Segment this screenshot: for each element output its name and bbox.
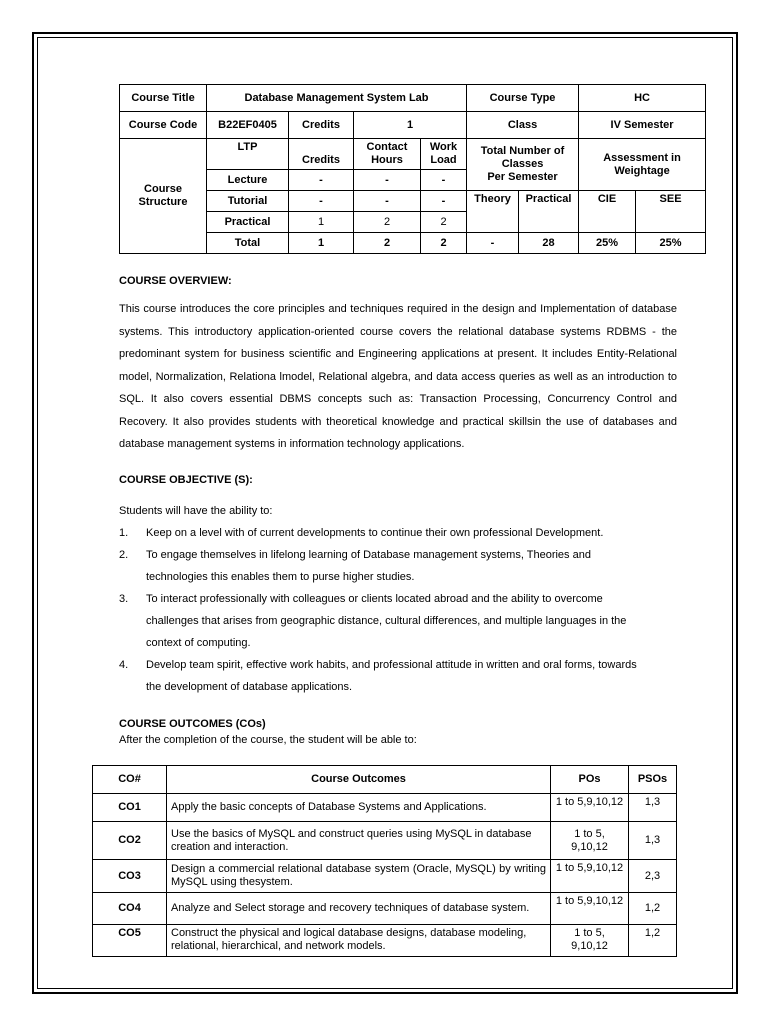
work-load-header [421,139,467,170]
practical-contact: 2 [354,212,421,233]
co-psos: 2,3 [629,860,677,893]
co-pos: 1 to 5, 9,10,12 [551,925,629,957]
course-structure-label [120,139,207,254]
class-label: Class [467,112,579,139]
row-label-total: Total [207,233,289,254]
assessment-header [579,139,706,191]
contact-hours-line2: Hours [371,154,403,166]
cie-value: 25% [579,233,636,254]
total-credits: 1 [289,233,354,254]
objective-number: 3. [119,593,129,605]
objectives-intro: Students will have the ability to: [119,505,273,517]
co-psos: 1,3 [629,822,677,860]
lecture-credits: - [289,170,354,191]
co-outcome: Construct the physical and logical database designs, database modeling, relational, hierarchical, and network models. [167,925,551,957]
total-classes-header [467,139,579,191]
credits-label: Credits [289,112,354,139]
total-classes-line2: Classes [501,158,544,170]
co-pos: 1 to 5,9,10,12 [551,893,629,925]
total-work: 2 [421,233,467,254]
contact-hours-line1: Contact [366,141,408,153]
table-row [93,794,677,822]
course-type-label: Course Type [467,85,579,112]
tutorial-work: - [421,191,467,212]
work-load-line2: Load [430,154,457,166]
co-psos: 1,2 [629,893,677,925]
objective-text: Keep on a level with of current developments to continue their own professional Development. [146,527,604,539]
objective-item [119,654,643,698]
practical-credits: 1 [289,212,354,233]
co-outcome: Apply the basic concepts of Database Systems and Applications. [167,794,551,822]
tutorial-contact: - [354,191,421,212]
total-classes-line3: Per Semester [487,171,558,183]
course-structure-label-line2: Structure [138,196,188,208]
objective-item [119,544,643,588]
work-load-line1: Work [429,141,458,153]
lecture-work: - [421,170,467,191]
objective-number: 1. [119,527,129,539]
cie-header: CIE [579,191,636,233]
overview-title: COURSE OVERVIEW: [119,275,232,287]
total-classes-line1: Total Number of [480,145,565,157]
practical-work: 2 [421,212,467,233]
course-outcomes-table [92,765,677,957]
objectives-title: COURSE OBJECTIVE (S): [119,474,253,486]
co-psos: 1,3 [629,794,677,822]
objective-number: 4. [119,659,129,671]
objective-text: To interact professionally with colleagues or clients located abroad and the ability to overcome challenges that arises from geographic distance, cultural differences, and multiple languages in the context of computing. [146,593,627,649]
co-outcome: Analyze and Select storage and recovery techniques of database system. [167,893,551,925]
course-title-value: Database Management System Lab [207,85,467,112]
co-id: CO1 [93,794,167,822]
co-pos: 1 to 5, 9,10,12 [551,822,629,860]
see-header: SEE [636,191,706,233]
course-code-value: B22EF0405 [207,112,289,139]
class-value: IV Semester [579,112,706,139]
course-title-label: Course Title [120,85,207,112]
co-header: CO# [93,766,167,794]
course-structure-label-line1: Course [144,183,182,195]
practical-header: Practical [519,191,579,233]
co-pos: 1 to 5,9,10,12 [551,794,629,822]
contact-hours-header [354,139,421,170]
co-id: CO4 [93,893,167,925]
table-row [93,893,677,925]
row-label-practical: Practical [207,212,289,233]
objective-number: 2. [119,549,129,561]
co-psos: 1,2 [629,925,677,957]
theory-header: Theory [467,191,519,233]
credits-value: 1 [354,112,467,139]
objective-item [119,522,643,544]
ltp-header: LTP [207,139,289,170]
co-id: CO2 [93,822,167,860]
overview-text: This course introduces the core principles and techniques required in the design and Implementation of database systems. This introductory application-oriented course covers the relational database systems RDBMS - the predominant system for business scientific and Engineering applications at present. It includes Entity-Relational model, Normalization, Relationa lmodel, Relational algebra, and data access queries as well as an introduction to SQL. It also covers essential DBMS concepts such as: Transaction Processing, Concurrency Control and Recovery. It also provides students with theoretical knowledge and practical skillsin the use of databases and database management systems in information technology applications. [119,303,677,450]
objectives-list [119,522,643,698]
co-id: CO3 [93,860,167,893]
co-outcome: Use the basics of MySQL and construct queries using MySQL in database creation and interaction. [167,822,551,860]
objective-item [119,588,643,654]
assessment-line1: Assessment in [603,151,681,164]
outcomes-title: COURSE OUTCOMES (COs) [119,718,266,730]
tutorial-credits: - [289,191,354,212]
objective-text: To engage themselves in lifelong learning of Database management systems, Theories and technologies this enables them to purse higher studies. [146,549,591,583]
assessment-line2: Weightage [614,164,670,177]
total-contact: 2 [354,233,421,254]
credits-col-header: Credits [289,139,354,170]
see-value: 25% [636,233,706,254]
co-outcome: Design a commercial relational database system (Oracle, MySQL) by writing MySQL using thesystem. [167,860,551,893]
pos-header: POs [551,766,629,794]
theory-value: - [467,233,519,254]
course-structure-table [119,84,706,254]
objective-text: Develop team spirit, effective work habits, and professional attitude in written and oral forms, towards the development of database applications. [146,659,637,693]
table-row [93,822,677,860]
table-row [93,925,677,957]
course-type-value: HC [579,85,706,112]
table-row [93,860,677,893]
outcome-header: Course Outcomes [167,766,551,794]
practical-value: 28 [519,233,579,254]
co-pos: 1 to 5,9,10,12 [551,860,629,893]
lecture-contact: - [354,170,421,191]
psos-header: PSOs [629,766,677,794]
course-code-label: Course Code [120,112,207,139]
row-label-lecture: Lecture [207,170,289,191]
outcomes-intro: After the completion of the course, the student will be able to: [119,734,417,746]
co-id: CO5 [93,925,167,957]
row-label-tutorial: Tutorial [207,191,289,212]
